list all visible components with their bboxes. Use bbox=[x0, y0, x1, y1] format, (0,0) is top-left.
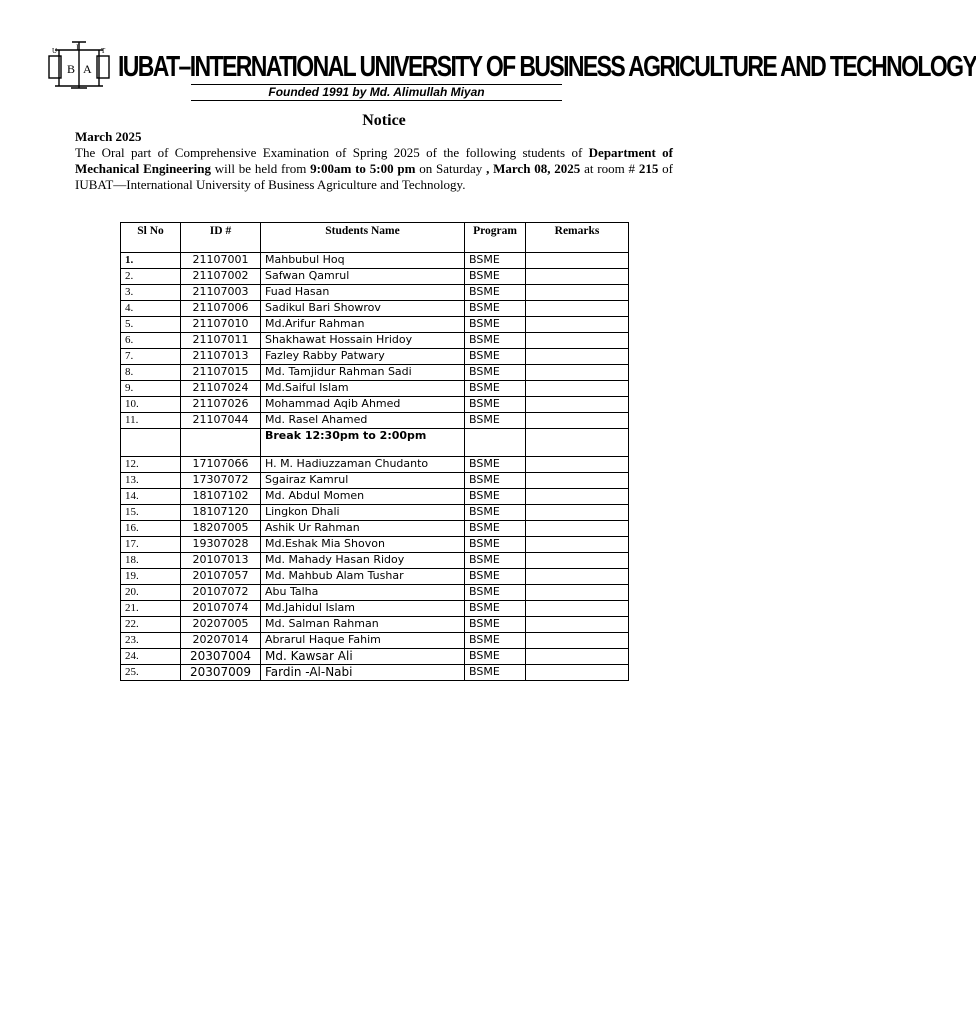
program-cell: BSME bbox=[465, 521, 526, 537]
sl-cell: 16. bbox=[121, 521, 181, 537]
student-name-cell: Fazley Rabby Patwary bbox=[261, 349, 465, 365]
id-cell: 21107003 bbox=[181, 285, 261, 301]
paragraph-time: 9:00am to 5:00 pm bbox=[310, 161, 416, 176]
program-cell: BSME bbox=[465, 473, 526, 489]
col-header-id: ID # bbox=[181, 223, 261, 253]
paragraph-text-4: at room # bbox=[580, 161, 639, 176]
program-cell: BSME bbox=[465, 617, 526, 633]
table-row bbox=[121, 633, 629, 649]
table-row bbox=[121, 381, 629, 397]
remarks-cell bbox=[526, 473, 629, 489]
table-header-row bbox=[121, 223, 629, 253]
table-row bbox=[121, 285, 629, 301]
id-cell: 21107006 bbox=[181, 301, 261, 317]
sl-cell: 5. bbox=[121, 317, 181, 333]
student-name-cell: Md.Jahidul Islam bbox=[261, 601, 465, 617]
student-name-cell: Md. Kawsar Ali bbox=[261, 649, 465, 665]
remarks-cell bbox=[526, 505, 629, 521]
program-cell: BSME bbox=[465, 269, 526, 285]
table-row bbox=[121, 333, 629, 349]
table-row bbox=[121, 665, 629, 681]
id-cell: 20107074 bbox=[181, 601, 261, 617]
program-cell: BSME bbox=[465, 633, 526, 649]
program-cell: BSME bbox=[465, 585, 526, 601]
id-cell: 17307072 bbox=[181, 473, 261, 489]
id-cell: 20307004 bbox=[181, 649, 261, 665]
col-header-remarks: Remarks bbox=[526, 223, 629, 253]
id-cell: 18107102 bbox=[181, 489, 261, 505]
program-cell: BSME bbox=[465, 413, 526, 429]
paragraph-date: , March 08, 2025 bbox=[486, 161, 581, 176]
program-cell: BSME bbox=[465, 365, 526, 381]
table-row bbox=[121, 457, 629, 473]
remarks-cell bbox=[526, 537, 629, 553]
student-name-cell: Abu Talha bbox=[261, 585, 465, 601]
break-id-cell bbox=[181, 429, 261, 457]
table-row bbox=[121, 585, 629, 601]
sl-cell: 9. bbox=[121, 381, 181, 397]
sl-cell: 2. bbox=[121, 269, 181, 285]
col-header-name: Students Name bbox=[261, 223, 465, 253]
student-name-cell: Mahbubul Hoq bbox=[261, 253, 465, 269]
id-cell: 20307009 bbox=[181, 665, 261, 681]
id-cell: 21107026 bbox=[181, 397, 261, 413]
sl-cell: 23. bbox=[121, 633, 181, 649]
remarks-cell bbox=[526, 617, 629, 633]
remarks-cell bbox=[526, 601, 629, 617]
program-cell: BSME bbox=[465, 333, 526, 349]
sl-cell: 4. bbox=[121, 301, 181, 317]
sl-cell: 22. bbox=[121, 617, 181, 633]
break-remarks-cell bbox=[526, 429, 629, 457]
remarks-cell bbox=[526, 489, 629, 505]
student-name-cell: Md. Mahbub Alam Tushar bbox=[261, 569, 465, 585]
student-name-cell: Md. Abdul Momen bbox=[261, 489, 465, 505]
id-cell: 21107044 bbox=[181, 413, 261, 429]
program-cell: BSME bbox=[465, 397, 526, 413]
table-row bbox=[121, 553, 629, 569]
remarks-cell bbox=[526, 569, 629, 585]
notice-title: Notice bbox=[362, 112, 406, 129]
student-name-cell: Lingkon Dhali bbox=[261, 505, 465, 521]
remarks-cell bbox=[526, 381, 629, 397]
table-body bbox=[121, 253, 629, 681]
logo-letter-i: I bbox=[76, 43, 79, 52]
sl-cell: 20. bbox=[121, 585, 181, 601]
id-cell: 20107013 bbox=[181, 553, 261, 569]
sl-cell: 12. bbox=[121, 457, 181, 473]
remarks-cell bbox=[526, 285, 629, 301]
sl-cell: 24. bbox=[121, 649, 181, 665]
sl-cell: 7. bbox=[121, 349, 181, 365]
remarks-cell bbox=[526, 365, 629, 381]
iubat-logo bbox=[45, 38, 113, 94]
table-row bbox=[121, 413, 629, 429]
remarks-cell bbox=[526, 665, 629, 681]
paragraph-room: 215 bbox=[638, 161, 659, 176]
table-row bbox=[121, 505, 629, 521]
program-cell: BSME bbox=[465, 489, 526, 505]
table-row bbox=[121, 317, 629, 333]
program-cell: BSME bbox=[465, 505, 526, 521]
program-cell: BSME bbox=[465, 381, 526, 397]
table-row bbox=[121, 473, 629, 489]
col-header-program: Program bbox=[465, 223, 526, 253]
student-name-cell: Md.Arifur Rahman bbox=[261, 317, 465, 333]
id-cell: 20207014 bbox=[181, 633, 261, 649]
program-cell: BSME bbox=[465, 601, 526, 617]
program-cell: BSME bbox=[465, 457, 526, 473]
id-cell: 18107120 bbox=[181, 505, 261, 521]
sl-cell: 8. bbox=[121, 365, 181, 381]
student-name-cell: Md.Eshak Mia Shovon bbox=[261, 537, 465, 553]
table-row bbox=[121, 489, 629, 505]
remarks-cell bbox=[526, 521, 629, 537]
program-cell: BSME bbox=[465, 349, 526, 365]
program-cell: BSME bbox=[465, 649, 526, 665]
id-cell: 21107015 bbox=[181, 365, 261, 381]
sl-cell: 21. bbox=[121, 601, 181, 617]
sl-cell: 15. bbox=[121, 505, 181, 521]
id-cell: 21107013 bbox=[181, 349, 261, 365]
paragraph-text-2: will be held from bbox=[210, 161, 311, 176]
id-cell: 21107011 bbox=[181, 333, 261, 349]
id-cell: 20207005 bbox=[181, 617, 261, 633]
paragraph-text-1: The Oral part of Comprehensive Examination of Spring 2025 of the following students of bbox=[75, 145, 589, 160]
sl-cell: 25. bbox=[121, 665, 181, 681]
table-row bbox=[121, 365, 629, 381]
student-name-cell: Md.Saiful Islam bbox=[261, 381, 465, 397]
sl-cell: 11. bbox=[121, 413, 181, 429]
sl-cell: 14. bbox=[121, 489, 181, 505]
remarks-cell bbox=[526, 253, 629, 269]
founded-line: Founded 1991 by Md. Alimullah Miyan bbox=[268, 85, 485, 99]
logo-letter-u: U bbox=[52, 47, 58, 55]
remarks-cell bbox=[526, 633, 629, 649]
logo-letter-t: T bbox=[101, 47, 106, 55]
student-name-cell: Md. Rasel Ahamed bbox=[261, 413, 465, 429]
table-row bbox=[121, 521, 629, 537]
remarks-cell bbox=[526, 317, 629, 333]
remarks-cell bbox=[526, 269, 629, 285]
id-cell: 21107001 bbox=[181, 253, 261, 269]
university-title: IUBAT–INTERNATIONAL UNIVERSITY OF BUSINESS AGRICULTURE AND TECHNOLOGY bbox=[118, 49, 976, 82]
table-row bbox=[121, 649, 629, 665]
table-row bbox=[121, 301, 629, 317]
student-roster-table bbox=[120, 222, 629, 681]
student-name-cell: Mohammad Aqib Ahmed bbox=[261, 397, 465, 413]
program-cell: BSME bbox=[465, 285, 526, 301]
sl-cell: 1. bbox=[121, 253, 181, 269]
remarks-cell bbox=[526, 333, 629, 349]
student-name-cell: Abrarul Haque Fahim bbox=[261, 633, 465, 649]
table-row bbox=[121, 617, 629, 633]
sl-cell: 10. bbox=[121, 397, 181, 413]
paragraph-text-5: of IUBAT—International University of Business Agriculture and Technology. bbox=[75, 161, 673, 192]
logo-letter-a: A bbox=[83, 62, 92, 76]
table-row bbox=[121, 349, 629, 365]
remarks-cell bbox=[526, 457, 629, 473]
sl-cell: 3. bbox=[121, 285, 181, 301]
id-cell: 18207005 bbox=[181, 521, 261, 537]
paragraph-text-3: on Saturday bbox=[415, 161, 487, 176]
program-cell: BSME bbox=[465, 317, 526, 333]
col-header-sl: Sl No bbox=[121, 223, 181, 253]
notice-paragraph bbox=[75, 145, 673, 193]
sl-cell: 18. bbox=[121, 553, 181, 569]
program-cell: BSME bbox=[465, 553, 526, 569]
student-name-cell: Safwan Qamrul bbox=[261, 269, 465, 285]
student-name-cell: Fardin -Al-Nabi bbox=[261, 665, 465, 681]
student-name-cell: Fuad Hasan bbox=[261, 285, 465, 301]
sl-cell: 6. bbox=[121, 333, 181, 349]
id-cell: 17107066 bbox=[181, 457, 261, 473]
table-row bbox=[121, 569, 629, 585]
table-row bbox=[121, 397, 629, 413]
table-row bbox=[121, 269, 629, 285]
table-row bbox=[121, 601, 629, 617]
student-name-cell: Sgairaz Kamrul bbox=[261, 473, 465, 489]
table-row bbox=[121, 537, 629, 553]
remarks-cell bbox=[526, 649, 629, 665]
student-name-cell: Md. Salman Rahman bbox=[261, 617, 465, 633]
remarks-cell bbox=[526, 585, 629, 601]
id-cell: 19307028 bbox=[181, 537, 261, 553]
student-name-cell: Md. Tamjidur Rahman Sadi bbox=[261, 365, 465, 381]
header-rule-bottom bbox=[191, 100, 562, 101]
program-cell: BSME bbox=[465, 665, 526, 681]
logo-letter-b: B bbox=[67, 62, 76, 76]
remarks-cell bbox=[526, 397, 629, 413]
id-cell: 20107057 bbox=[181, 569, 261, 585]
break-row bbox=[121, 429, 629, 457]
table-row bbox=[121, 253, 629, 269]
remarks-cell bbox=[526, 301, 629, 317]
program-cell: BSME bbox=[465, 301, 526, 317]
remarks-cell bbox=[526, 349, 629, 365]
program-cell: BSME bbox=[465, 253, 526, 269]
id-cell: 21107024 bbox=[181, 381, 261, 397]
student-name-cell: Md. Mahady Hasan Ridoy bbox=[261, 553, 465, 569]
student-name-cell: H. M. Hadiuzzaman Chudanto bbox=[261, 457, 465, 473]
remarks-cell bbox=[526, 553, 629, 569]
break-sl-cell bbox=[121, 429, 181, 457]
id-cell: 21107010 bbox=[181, 317, 261, 333]
student-name-cell: Shakhawat Hossain Hridoy bbox=[261, 333, 465, 349]
program-cell: BSME bbox=[465, 569, 526, 585]
break-program-cell bbox=[465, 429, 526, 457]
student-name-cell: Ashik Ur Rahman bbox=[261, 521, 465, 537]
id-cell: 20107072 bbox=[181, 585, 261, 601]
sl-cell: 17. bbox=[121, 537, 181, 553]
id-cell: 21107002 bbox=[181, 269, 261, 285]
sl-cell: 19. bbox=[121, 569, 181, 585]
remarks-cell bbox=[526, 413, 629, 429]
sl-cell: 13. bbox=[121, 473, 181, 489]
paragraph-department: Department of Mechanical Engineering bbox=[75, 145, 673, 176]
program-cell: BSME bbox=[465, 537, 526, 553]
break-label: Break 12:30pm to 2:00pm bbox=[261, 429, 465, 457]
notice-date: March 2025 bbox=[75, 129, 142, 144]
student-name-cell: Sadikul Bari Showrov bbox=[261, 301, 465, 317]
